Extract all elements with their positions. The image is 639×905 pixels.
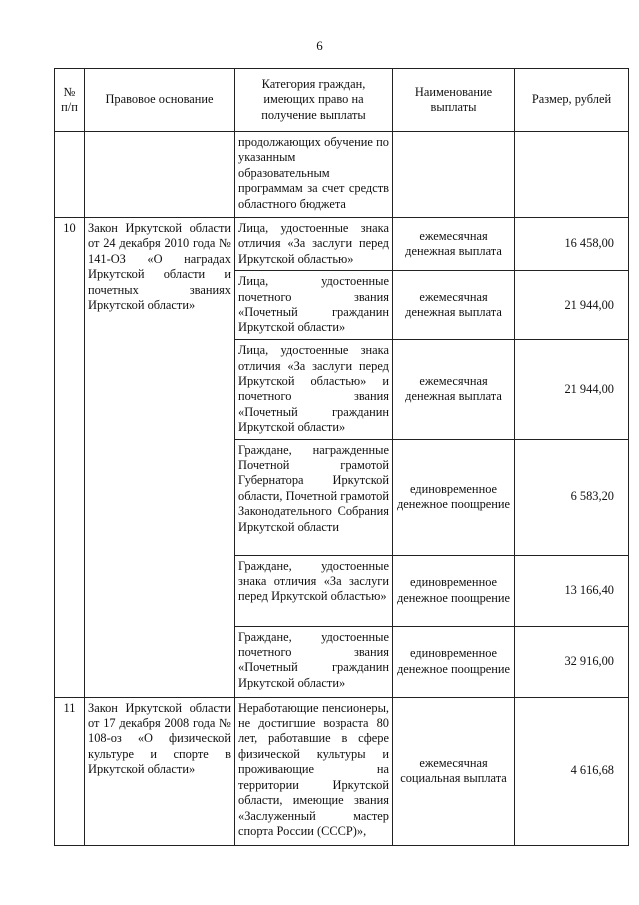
cell-amount: 21 944,00 <box>515 271 629 340</box>
header-payment: Наименование выплаты <box>393 69 515 132</box>
cell-num: 11 <box>55 697 85 845</box>
cell-category: Лица, удостоенные знака отличия «За заслуги перед Иркутской областью» <box>235 218 393 271</box>
table-row <box>55 132 629 218</box>
cell-payment: ежемесячная социальная выплата <box>393 697 515 845</box>
cell-category: Граждане, удостоенные знака отличия «За заслуги перед Иркутской областью» <box>235 555 393 626</box>
header-category: Категория граждан, имеющих право на получение выплаты <box>235 69 393 132</box>
cell-amount: 6 583,20 <box>515 439 629 555</box>
cell-basis <box>85 132 235 218</box>
cell-category: Граждане, удостоенные почетного звания «Почетный гражданин Иркутской области» <box>235 626 393 697</box>
cell-amount: 32 916,00 <box>515 626 629 697</box>
header-amount: Размер, рублей <box>515 69 629 132</box>
table-row <box>55 697 629 845</box>
page-number: 6 <box>316 38 323 53</box>
cell-payment: единовременное денежное поощрение <box>393 626 515 697</box>
payments-table <box>54 68 629 846</box>
header-basis: Правовое основание <box>85 69 235 132</box>
cell-payment: единовременное денежное поощрение <box>393 555 515 626</box>
cell-category: продолжающих обучение по указанным образовательным программам за счет средств областного бюджета <box>235 132 393 218</box>
cell-basis: Закон Иркутской области от 24 декабря 2010 года № 141-ОЗ «О наградах Иркутской области и почетных званиях Иркутской области» <box>85 218 235 698</box>
cell-basis: Закон Иркутской области от 17 декабря 2008 года № 108-оз «О физической культуре и спорте в Иркутской области» <box>85 697 235 845</box>
cell-amount: 4 616,68 <box>515 697 629 845</box>
header-num: № п/п <box>55 69 85 132</box>
cell-amount: 16 458,00 <box>515 218 629 271</box>
cell-payment: единовременное денежное поощрение <box>393 439 515 555</box>
cell-payment: ежемесячная денежная выплата <box>393 340 515 439</box>
cell-payment: ежемесячная денежная выплата <box>393 218 515 271</box>
cell-num <box>55 132 85 218</box>
cell-amount: 21 944,00 <box>515 340 629 439</box>
table-row <box>55 218 629 271</box>
cell-payment: ежемесячная денежная выплата <box>393 271 515 340</box>
cell-category: Лица, удостоенные почетного звания «Почетный гражданин Иркутской области» <box>235 271 393 340</box>
cell-category: Граждане, награжденные Почетной грамотой Губернатора Иркутской области, Почетной грамотой Законодательного Собрания Иркутской области <box>235 439 393 555</box>
cell-category: Лица, удостоенные знака отличия «За заслуги перед Иркутской областью» и почетного звания «Почетный гражданин Иркутской области» <box>235 340 393 439</box>
cell-amount: 13 166,40 <box>515 555 629 626</box>
cell-num: 10 <box>55 218 85 698</box>
cell-payment <box>393 132 515 218</box>
cell-amount <box>515 132 629 218</box>
header-row <box>55 69 629 132</box>
cell-category: Неработающие пенсионеры, не достигшие возраста 80 лет, работавшие в сфере физической культуры и проживающие на территории Иркутской области, имеющие звания «Заслуженный мастер спорта России (СССР)», <box>235 697 393 845</box>
